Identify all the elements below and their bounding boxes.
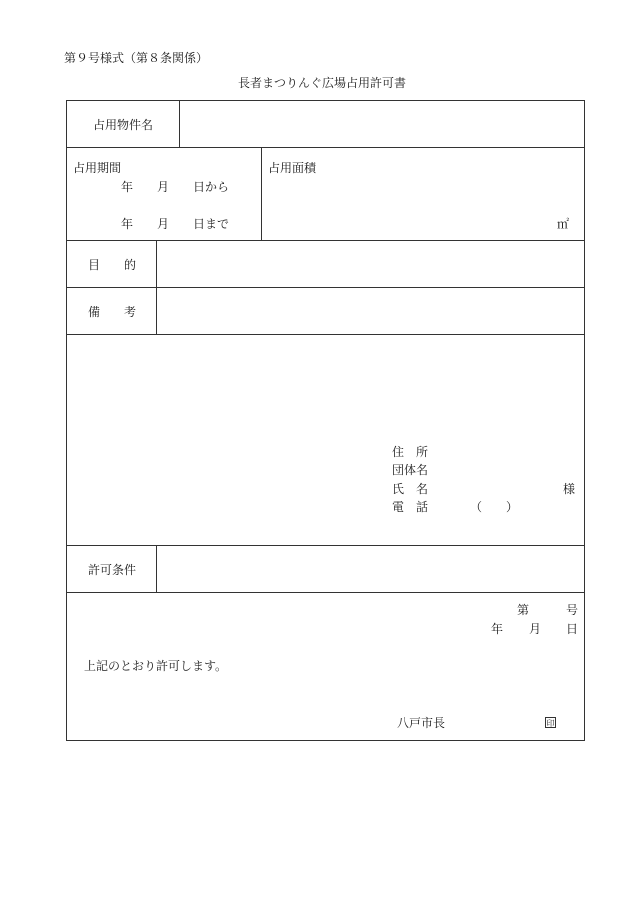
area-unit: ㎡ [557,217,570,231]
group-name-label: 団体名 [392,463,429,477]
purpose-field[interactable] [164,252,576,276]
period-from-month: 月 [157,180,170,194]
issuer: 八戸市長 [397,716,446,730]
remarks-field[interactable] [164,299,576,323]
column-divider [156,545,157,592]
column-divider [261,147,262,240]
page-title: 長者まつりんぐ広場占用許可書 [238,76,407,90]
property-name-label: 占用物件名 [93,118,154,132]
seal-icon: 印 [546,719,555,728]
seal-mark [545,716,556,728]
address-label: 住 所 [392,445,429,459]
row-divider [66,147,585,148]
period-label: 占用期間 [73,161,122,175]
period-from-day: 日から [193,180,230,194]
period-from-year: 年 [121,180,134,194]
row-divider [66,592,585,593]
row-divider [66,545,585,546]
applicant-name-label: 氏 名 [392,482,429,496]
purpose-label: 目 的 [88,258,137,272]
conditions-field[interactable] [164,557,576,581]
area-label: 占用面積 [268,161,317,175]
period-to-month: 月 [157,217,170,231]
permit-date-month: 月 [529,622,542,636]
permit-statement: 上記のとおり許可します。 [84,659,228,673]
permit-date-day: 日 [566,622,579,636]
form-number: 第９号様式（第８条関係） [64,51,209,65]
phone-label: 電 話 [392,500,429,514]
column-divider [156,240,157,334]
row-divider [66,240,585,241]
form-table [66,100,585,741]
remarks-label: 備 考 [88,305,137,319]
honorific: 様 [563,482,576,496]
row-divider [66,334,585,335]
column-divider [179,100,180,147]
conditions-label: 許可条件 [88,563,137,577]
phone-area-code: （ ） [470,500,519,514]
period-to-day: 日まで [193,217,230,231]
row-divider [66,287,585,288]
permit-date-year: 年 [491,622,504,636]
permit-number-dai: 第 [517,603,530,617]
permit-number-go: 号 [566,603,579,617]
period-to-year: 年 [121,217,134,231]
property-name-field[interactable] [186,112,576,136]
